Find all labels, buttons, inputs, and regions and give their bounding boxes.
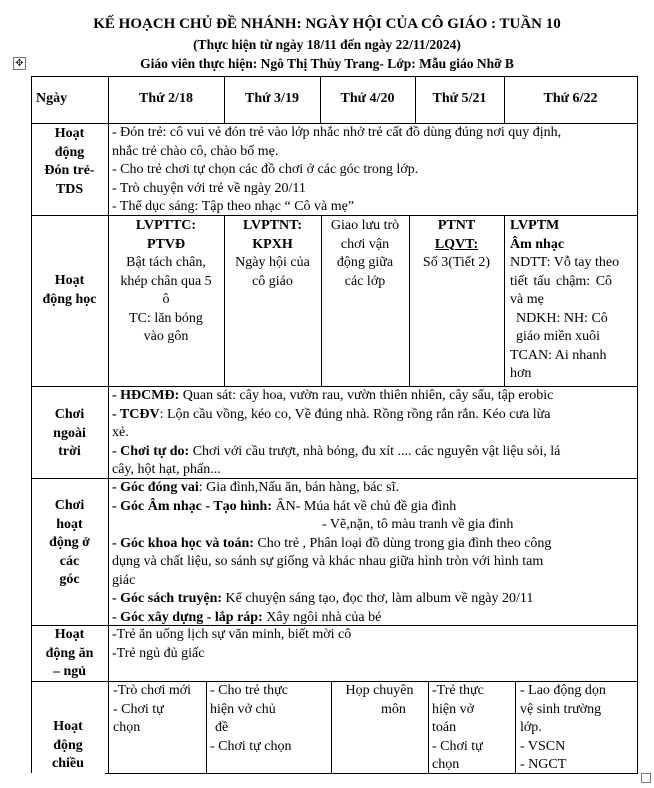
- column-header-fri: Thứ 6/22: [543, 91, 598, 106]
- hoc-tue-cell: LVPTNT: KPXH Ngày hội của cô giáo: [235, 218, 310, 289]
- hoc-fri-cell: LVPTM Âm nhạc NDTT: Vỗ tay theo tiết tấu chậm: Cô và mẹ NDKH: NH: Cô giáo miền xuôi TCAN: Ai nhanh hơn: [510, 218, 620, 381]
- row-label-an-ngu: Hoạt động ăn – ngủ: [45, 627, 94, 679]
- column-header-thu: Thứ 5/21: [432, 91, 487, 106]
- choi-goc-content: - Góc đóng vai: Gia đình,Nấu ăn, bán hàng, bác sĩ. - Góc Âm nhạc - Tạo hình: ÂN- Múa hát về chủ đề gia đình - Vẽ,nặn, tô màu tranh về gia đình - Góc khoa học và toán: Cho trẻ , Phân loại đồ dùng trong gia đình theo công dụng và chất liệu, so sánh sự giống và khác nhau giữa hình tròn với hình tam giác - Góc sách truyện: Kể chuyện sáng tạo, đọc thơ, làm album về ngày 20/11 - Góc xây dựng - lắp ráp: Xây ngôi nhà của bé: [112, 480, 552, 625]
- chieu-mon-cell: -Trò chơi mới - Chơi tự chọn: [113, 683, 192, 735]
- column-header-day: Ngày: [36, 91, 68, 106]
- chieu-thu-cell: -Trẻ thực hiện vở toán - Chơi tự chọn: [432, 683, 484, 772]
- column-header-tue: Thứ 3/19: [245, 91, 299, 106]
- plan-title: KẾ HOẠCH CHỦ ĐỀ NHÁNH: NGÀY HỘI CỦA CÔ GIÁO : TUẦN 10: [93, 16, 561, 32]
- chieu-fri-cell: - Lao động dọn vệ sinh trường lớp. - VSCN - NGCT: [520, 683, 606, 772]
- row-label-choi-ngoai-troi: Chơi ngoài trời: [53, 407, 86, 459]
- column-header-wed: Thứ 4/20: [340, 91, 395, 106]
- choi-ngoai-troi-content: - HĐCMĐ: Quan sát: cây hoa, vườn rau, vườn thiên nhiên, cây sấu, tập erobic - TCĐV: Lộn cầu vồng, kéo co, Về đúng nhà. Rồng rồng rắn rắn. Kéo cưa lừa xẻ. - Chơi tự do: Chơi với cầu trượt, nhà bóng, đu xít .... các nguyên vật liệu sỏi, lá cây, hột hạt, phấn...: [112, 388, 561, 477]
- hoc-wed-cell: Giao lưu trò chơi vận động giữa các lớp: [330, 218, 400, 289]
- hoc-mon-cell: LVPTTC: PTVĐ Bật tách chân, khép chân qua 5 ô TC: lăn bóng vào gôn: [120, 218, 212, 344]
- column-header-mon: Thứ 2/18: [139, 91, 193, 106]
- don-tre-content: - Đón trẻ: cô vui vẻ đón trẻ vào lớp nhắc nhở trẻ cất đồ dùng đúng nơi quy định, nhắc trẻ chào cô, chào bố mẹ. - Cho trẻ chơi tự chọn các đồ chơi ở các góc trong lớp. - Trò chuyện với trẻ về ngày 20/11 - Thể dục sáng: Tập theo nhạc “ Cô và mẹ”: [112, 125, 562, 214]
- chieu-tue-cell: - Cho trẻ thực hiện vở chủ đề - Chơi tự chọn: [210, 683, 292, 754]
- an-ngu-content: -Trẻ ăn uống lịch sự văn minh, biết mời cô -Trẻ ngủ đủ giấc: [112, 627, 352, 661]
- hoc-thu-cell: PTNT LQVT: Số 3(Tiết 2): [422, 218, 491, 270]
- table-resize-handle-icon[interactable]: [641, 773, 651, 783]
- row-label-hoat-dong-hoc: Hoạt động học: [42, 273, 97, 307]
- table-move-handle-icon[interactable]: ✥: [13, 57, 26, 70]
- row-label-hoat-dong-chieu: Hoạt động chiều: [52, 719, 84, 771]
- teacher-class-line: Giáo viên thực hiện: Ngô Thị Thùy Trang- Lớp: Mẫu giáo Nhỡ B: [140, 56, 514, 71]
- row-label-choi-goc: Chơi hoạt động ở các góc: [49, 498, 90, 587]
- plan-date-range: (Thực hiện từ ngày 18/11 đến ngày 22/11/2024): [193, 37, 461, 52]
- row-label-don-tre: Hoạt động Đón trẻ- TDS: [44, 126, 95, 197]
- chieu-wed-cell: Họp chuyên môn: [345, 683, 414, 717]
